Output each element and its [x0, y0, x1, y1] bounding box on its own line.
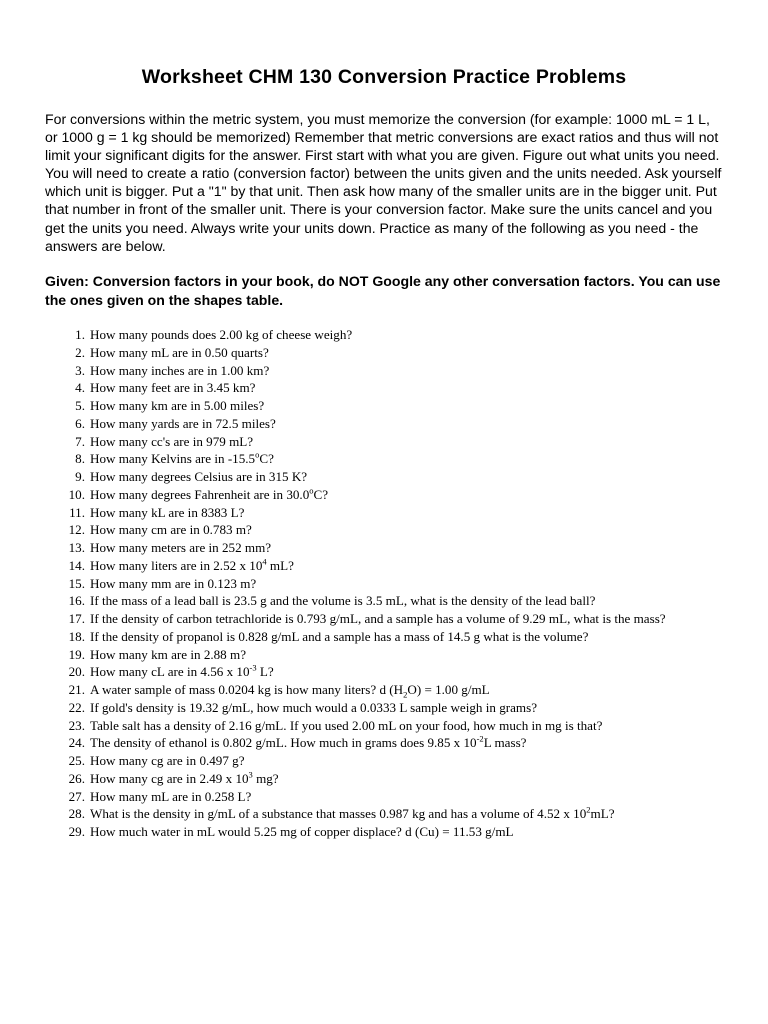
problem-number: 11.: [69, 504, 85, 520]
problem-text: [90, 416, 276, 431]
problem-number: 26.: [68, 770, 85, 786]
superscript: 4: [262, 556, 267, 567]
intro-paragraph: For conversions within the metric system, you must memorize the conversion (for example: 1000 mL = 1 L, or 1000 g = 1 kg should be memorized) Remember that metric conversions are exact ratios and thus will not limit your significant digits for the answer. First start with what you are given. Figure out what units you need. You will need to create a ratio (conversion factor) between the units given and the units needed. Ask yourself which unit is bigger. Put a "1" by that unit. Then ask how many of the smaller units are in the bigger unit. Put that number in front of the smaller unit. There is your conversion factor. Make sure the units cancel and you get the units you need. Always write your units down. Practice as many of the following as you need - the answers are below.: [45, 111, 722, 254]
problem-number: 20.: [68, 664, 85, 680]
subscript: 2: [403, 689, 408, 700]
problem-text: [90, 753, 245, 768]
page-title: Worksheet CHM 130 Conversion Practice Problems: [141, 66, 627, 88]
problem-text-part: L?: [256, 664, 274, 680]
problem-item: [45, 344, 725, 362]
problem-number: 2.: [75, 344, 85, 360]
problem-text: [90, 540, 271, 555]
problem-text: [90, 345, 269, 360]
problem-text-part: How many yards are in 72.5 miles?: [90, 415, 276, 431]
problem-text-part: The density of ethanol is 0.802 g/mL. How much in grams does 9.85 x 10: [90, 735, 477, 751]
problem-text: [90, 629, 588, 644]
problem-item: [45, 823, 725, 841]
problem-item: [45, 575, 725, 593]
problem-text: [90, 469, 307, 484]
problem-item: [45, 628, 725, 646]
problem-item: [45, 788, 725, 806]
problem-text-part: What is the density in g/mL of a substance that masses 0.987 kg and has a volume of 4.52 x 10: [90, 806, 587, 822]
problem-text-part: A water sample of mass 0.0204 kg is how many liters? d (H: [90, 682, 404, 697]
problem-text: [90, 806, 615, 821]
problem-number: 12.: [68, 522, 85, 538]
problem-text-part: How many km are in 2.88 m?: [90, 646, 246, 662]
problem-text: [90, 363, 269, 378]
problem-text: [90, 824, 514, 839]
problem-text: [90, 487, 328, 502]
problem-list: [45, 326, 725, 841]
problem-text-part: How many cL are in 4.56 x 10: [90, 664, 250, 680]
problem-text-part: C?: [259, 451, 274, 467]
problem-item: [45, 450, 725, 468]
problem-text: [90, 593, 595, 608]
problem-item: [45, 504, 725, 522]
problem-item: [45, 539, 725, 557]
problem-item: [45, 734, 725, 752]
problem-text-part: How many inches are in 1.00 km?: [90, 362, 270, 378]
problem-item: [45, 486, 725, 504]
problem-item: [45, 379, 725, 397]
problem-item: [45, 557, 725, 575]
superscript: 2: [586, 804, 591, 815]
problem-text-part: mg?: [252, 770, 279, 786]
problem-text-part: If gold's density is 19.32 g/mL, how much would a 0.0333 L sample weigh in grams?: [90, 699, 538, 715]
problem-number: 14.: [68, 557, 85, 573]
problem-text-part: How many cc's are in 979 mL?: [90, 433, 254, 449]
problem-text-part: How many degrees Celsius are in 315 K?: [90, 469, 308, 484]
problem-text: [90, 789, 251, 804]
problem-item: [45, 433, 725, 451]
problem-text: [90, 558, 294, 573]
problem-item: [45, 468, 725, 486]
problem-item: [45, 592, 725, 610]
problem-number: 7.: [75, 433, 85, 449]
superscript: -3: [249, 662, 257, 673]
problem-text-part: Table salt has a density of 2.16 g/mL. If you used 2.00 mL on your food, how much in mg is that?: [90, 717, 603, 733]
problem-item: [45, 699, 725, 717]
problem-text-part: How many degrees Fahrenheit are in 30.0: [90, 486, 310, 502]
given-instructions: Given: Conversion factors in your book, do NOT Google any other conversation factors. You can use the ones given on the shapes table.: [45, 273, 721, 308]
problem-number: 28.: [68, 806, 85, 822]
problem-text-part: How many liters are in 2.52 x 10: [90, 557, 263, 573]
problem-item: [45, 362, 725, 380]
problem-text-part: C?: [313, 486, 329, 502]
problem-text: [90, 647, 246, 662]
problem-item: [45, 663, 725, 681]
problem-text-part: How many pounds does 2.00 kg of cheese weigh?: [90, 327, 353, 342]
problem-text-part: O) = 1.00 g/mL: [407, 682, 490, 697]
superscript: o: [255, 449, 260, 460]
problem-item: [45, 326, 725, 344]
problem-number: 1.: [75, 327, 85, 342]
problem-number: 27.: [68, 788, 85, 804]
problem-text: [90, 700, 537, 715]
problem-text: [90, 576, 256, 591]
problem-number: 5.: [75, 398, 85, 413]
problem-text: [90, 664, 274, 679]
problem-number: 23.: [68, 717, 85, 733]
problem-number: 6.: [75, 415, 85, 431]
problem-item: [45, 646, 725, 664]
problem-text-part: If the density of propanol is 0.828 g/mL and a sample has a mass of 14.5 g what is the volume?: [90, 628, 589, 644]
problem-number: 4.: [75, 380, 85, 396]
problem-text: [90, 380, 255, 395]
superscript: -2: [476, 733, 484, 744]
problem-text-part: If the mass of a lead ball is 23.5 g and the volume is 3.5 mL, what is the density of the lead ball?: [90, 593, 596, 609]
problem-number: 17.: [68, 611, 85, 626]
problem-number: 15.: [68, 575, 85, 591]
problem-text: [90, 505, 244, 520]
problem-item: [45, 681, 725, 699]
problem-text: [90, 398, 264, 413]
problem-number: 16.: [68, 593, 85, 609]
problem-text-part: How many Kelvins are in -15.5: [90, 451, 256, 467]
problem-text-part: How many meters are in 252 mm?: [90, 540, 272, 555]
problem-text: [90, 682, 490, 700]
problem-item: [45, 752, 725, 770]
problem-number: 9.: [75, 469, 85, 484]
problem-number: 25.: [68, 753, 85, 768]
problem-number: 18.: [68, 628, 85, 644]
problem-text-part: How many kL are in 8383 L?: [90, 504, 245, 520]
problem-number: 24.: [68, 735, 85, 751]
problem-text-part: How many mL are in 0.258 L?: [90, 788, 252, 804]
superscript: 3: [248, 769, 253, 780]
problem-text: [90, 735, 526, 750]
problem-number: 3.: [75, 362, 85, 378]
problem-item: [45, 805, 725, 823]
problem-text-part: How many mL are in 0.50 quarts?: [90, 344, 269, 360]
problem-text: [90, 327, 352, 342]
problem-text-part: How many km are in 5.00 miles?: [90, 398, 265, 413]
problem-text-part: How many cg are in 0.497 g?: [90, 753, 245, 768]
problem-text-part: mL?: [266, 557, 294, 573]
problem-text: [90, 611, 666, 626]
superscript: o: [309, 485, 314, 496]
problem-item: [45, 521, 725, 539]
problem-number: 8.: [75, 451, 85, 467]
problem-number: 29.: [68, 824, 85, 839]
problem-text: [90, 434, 253, 449]
problem-number: 21.: [68, 682, 85, 697]
problem-number: 19.: [68, 646, 85, 662]
problem-text-part: If the density of carbon tetrachloride is 0.793 g/mL, and a sample has a volume of 9.29 mL, what is the mass?: [90, 611, 666, 626]
problem-item: [45, 717, 725, 735]
problem-text-part: L mass?: [483, 735, 527, 751]
problem-text: [90, 522, 252, 537]
problem-item: [45, 415, 725, 433]
problem-text-part: How many feet are in 3.45 km?: [90, 380, 256, 396]
problem-text-part: How many mm are in 0.123 m?: [90, 575, 257, 591]
problem-item: [45, 770, 725, 788]
problem-text: [90, 771, 279, 786]
problem-text: [90, 451, 274, 466]
problem-number: 10.: [68, 486, 85, 502]
problem-number: 13.: [68, 540, 85, 555]
problem-text-part: How much water in mL would 5.25 mg of copper displace? d (Cu) = 11.53 g/mL: [90, 824, 514, 839]
problem-item: [45, 397, 725, 415]
problem-number: 22.: [68, 699, 85, 715]
problem-text-part: How many cm are in 0.783 m?: [90, 522, 252, 538]
problem-text-part: mL?: [590, 806, 615, 822]
problem-text: [90, 718, 602, 733]
problem-item: [45, 610, 725, 628]
problem-text-part: How many cg are in 2.49 x 10: [90, 770, 249, 786]
